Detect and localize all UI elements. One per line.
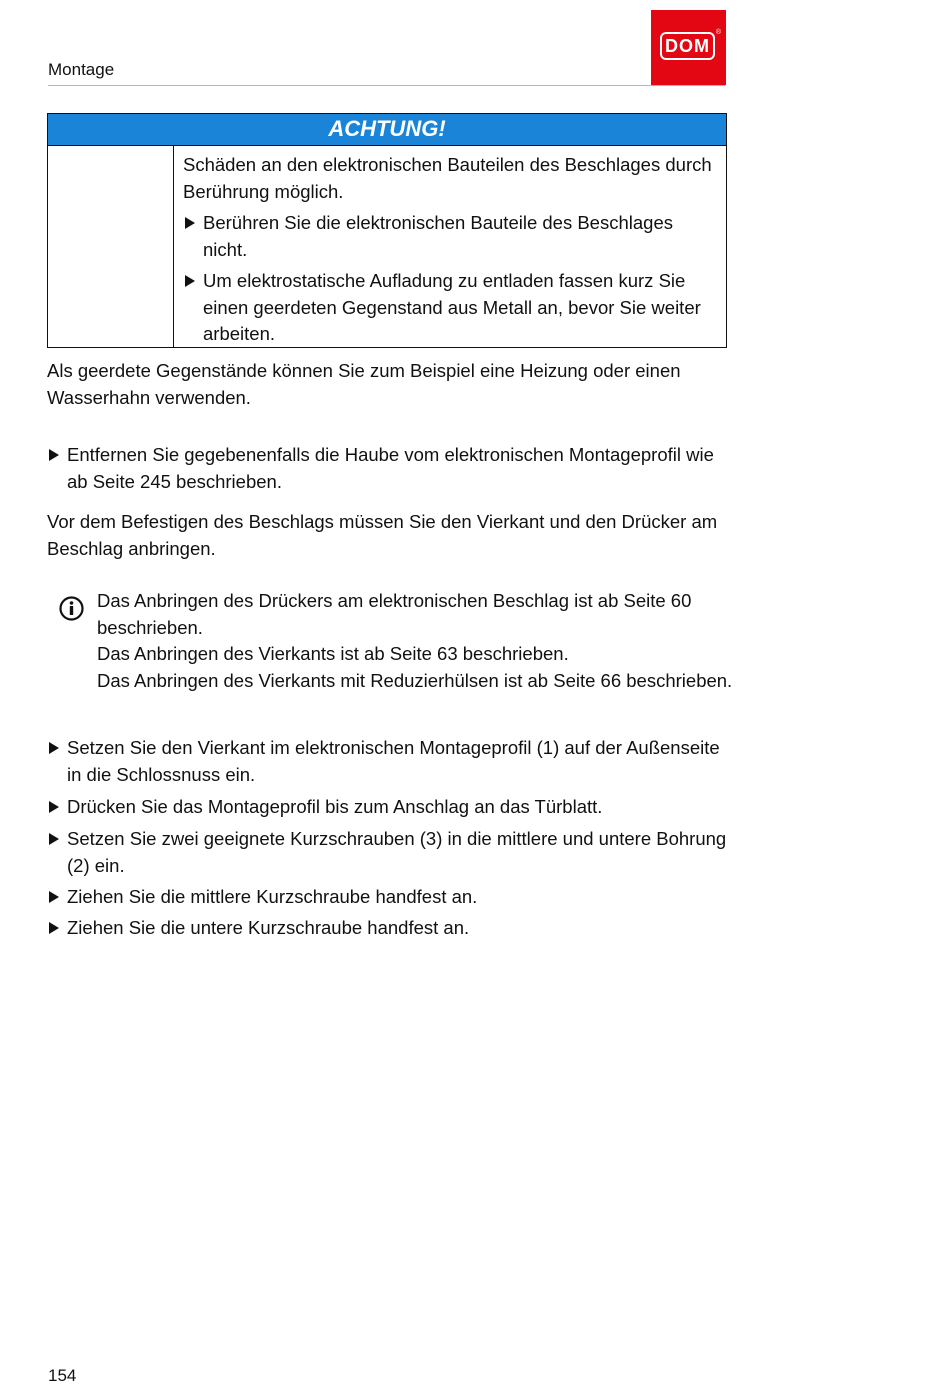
warning-step-text: Berühren Sie die elektronischen Bauteile des Beschlages nicht.: [203, 212, 673, 260]
step-tighten-lower: [47, 915, 727, 942]
logo-mark: [660, 29, 722, 60]
logo-text: DOM: [665, 36, 710, 56]
step-tighten-middle: [47, 884, 727, 911]
bullet-triangle-icon: [49, 449, 59, 461]
info-line: Das Anbringen des Drückers am elektronischen Beschlag ist ab Seite 60 beschrieben.: [97, 590, 692, 638]
info-line: Das Anbringen des Vierkants mit Reduzierhülsen ist ab Seite 66 beschrieben.: [97, 669, 733, 691]
logo-registered: ®: [715, 29, 722, 36]
step-text: Setzen Sie zwei geeignete Kurzschrauben (3) in die mittlere und untere Bohrung (2) ein.: [67, 828, 727, 876]
bullet-triangle-icon: [185, 217, 195, 229]
info-line: Das Anbringen des Vierkants ist ab Seite 63 beschrieben.: [97, 643, 569, 664]
header-rule: [48, 85, 725, 86]
paragraph-grounded-objects: Als geerdete Gegenstände können Sie zum Beispiel eine Heizung oder einen Wasserhahn verwenden.: [47, 360, 681, 408]
warning-step: [183, 268, 716, 348]
bullet-triangle-icon: [49, 742, 59, 754]
warning-box: [47, 113, 727, 348]
warning-symbol-cell: [48, 146, 174, 347]
step-insert-screws: [47, 826, 727, 879]
warning-intro: Schäden an den elektronischen Bauteilen des Beschlages durch Berührung möglich.: [183, 154, 712, 202]
paragraph-before-mounting: Vor dem Befestigen des Beschlags müssen Sie den Vierkant und den Drücker am Beschlag anbringen.: [47, 511, 718, 559]
warning-heading: ACHTUNG!: [48, 114, 726, 146]
info-note: [97, 588, 737, 694]
brand-logo: [651, 10, 726, 85]
info-icon: [59, 596, 84, 621]
bullet-triangle-icon: [49, 922, 59, 934]
page-number: 154: [48, 1366, 77, 1385]
bullet-triangle-icon: [49, 891, 59, 903]
warning-step-text: Um elektrostatische Aufladung zu entladen fassen kurz Sie einen geerdeten Gegenstand aus Metall an, bevor Sie weiter arbeiten.: [203, 270, 701, 344]
bullet-triangle-icon: [49, 801, 59, 813]
step-text: Entfernen Sie gegebenenfalls die Haube vom elektronischen Montageprofil wie ab Seite 245 beschrieben.: [67, 444, 714, 492]
step-text: Drücken Sie das Montageprofil bis zum Anschlag an das Türblatt.: [67, 796, 603, 817]
header-section-title: Montage: [48, 60, 115, 79]
warning-content: [183, 152, 716, 348]
step-insert-square: [47, 735, 727, 788]
step-text: Setzen Sie den Vierkant im elektronischen Montageprofil (1) auf der Außenseite in die Schlossnuss ein.: [67, 737, 720, 785]
warning-step: [183, 210, 716, 263]
step-text: Ziehen Sie die untere Kurzschraube handfest an.: [67, 917, 470, 938]
step-remove-cover: [47, 442, 727, 495]
step-press-profile: [47, 794, 727, 821]
step-text: Ziehen Sie die mittlere Kurzschraube handfest an.: [67, 886, 478, 907]
bullet-triangle-icon: [49, 833, 59, 845]
bullet-triangle-icon: [185, 275, 195, 287]
